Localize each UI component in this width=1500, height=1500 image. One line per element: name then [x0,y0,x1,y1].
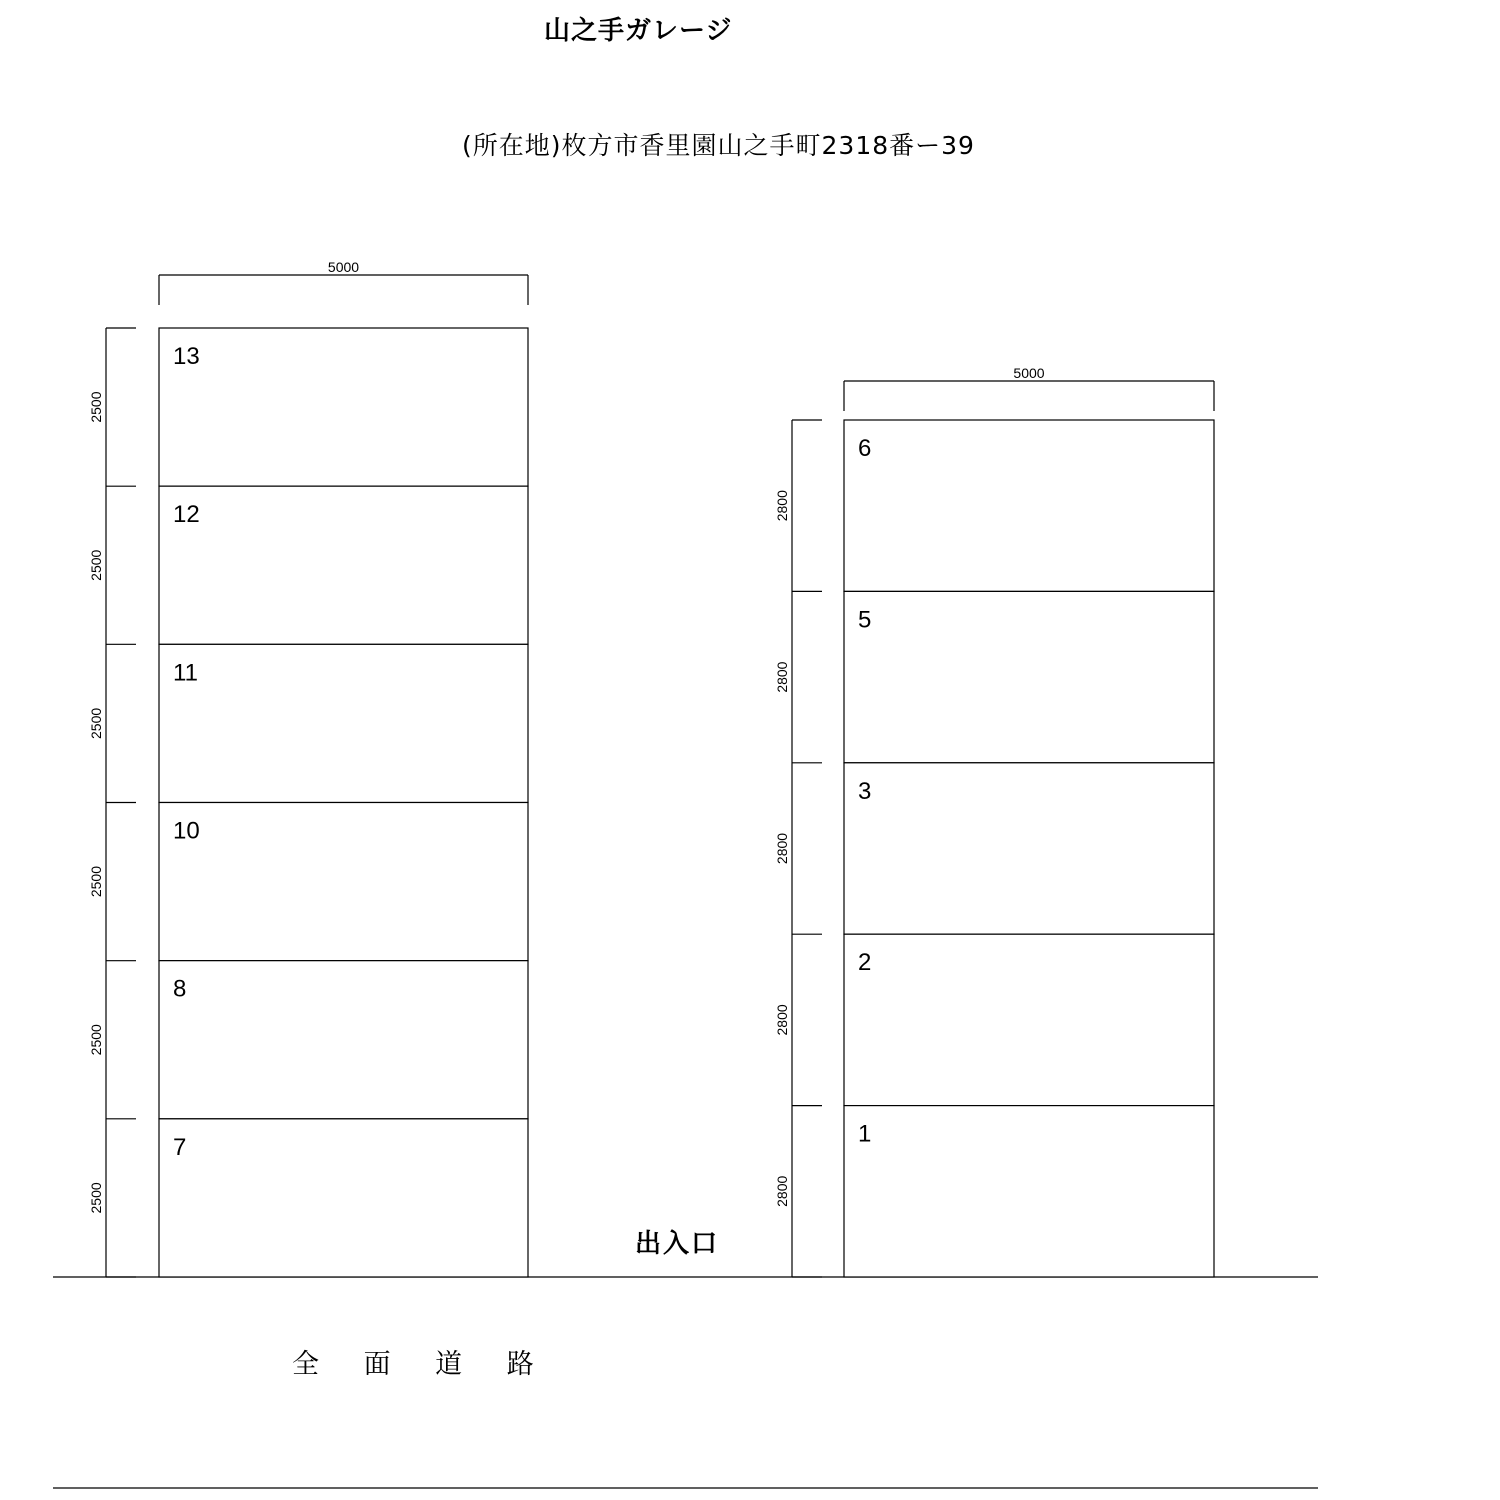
left-depth-label: 2500 [88,707,104,739]
right-depth-label: 2800 [774,490,790,522]
front-road-label: 全 面 道 路 [292,1349,552,1380]
address-label: (所在地)枚方市香里園山之手町2318番ー39 [462,131,975,160]
parking-space-number: 2 [858,949,872,977]
parking-space-number: 10 [173,817,200,845]
parking-space-number: 12 [173,501,200,529]
parking-space-6 [844,420,1214,591]
entrance-label: 出入口 [635,1229,720,1259]
parking-space-12 [159,486,528,644]
parking-space-2 [844,934,1214,1105]
left-depth-label: 2500 [88,1024,104,1056]
parking-space-8 [159,961,528,1119]
parking-space-3 [844,763,1214,934]
right-depth-label: 2800 [774,1004,790,1036]
left-parking-block [88,259,528,1277]
parking-space-number: 11 [173,659,198,687]
parking-space-5 [844,591,1214,762]
left-width-label: 5000 [327,259,360,275]
parking-space-7 [159,1119,528,1277]
parking-space-number: 8 [173,975,187,1003]
left-depth-label: 2500 [88,391,104,423]
parking-space-1 [844,1106,1214,1277]
parking-space-number: 5 [858,606,872,634]
parking-space-11 [159,644,528,802]
right-depth-label: 2800 [774,832,790,865]
parking-space-number: 1 [858,1120,872,1148]
right-depth-label: 2800 [774,1175,790,1207]
parking-space-number: 6 [858,435,872,462]
right-parking-block [774,365,1214,1277]
parking-space-number: 13 [173,343,200,370]
left-depth-label: 2500 [88,549,104,581]
left-depth-label: 2500 [88,1182,104,1214]
right-width-label: 5000 [1013,365,1045,381]
parking-space-number: 7 [173,1133,187,1161]
parking-space-number: 3 [858,777,872,805]
right-depth-label: 2800 [774,661,790,693]
parking-space-13 [159,328,528,486]
parking-space-10 [159,803,528,961]
left-depth-label: 2500 [88,866,104,898]
page-title: 山之手ガレージ [544,16,733,46]
